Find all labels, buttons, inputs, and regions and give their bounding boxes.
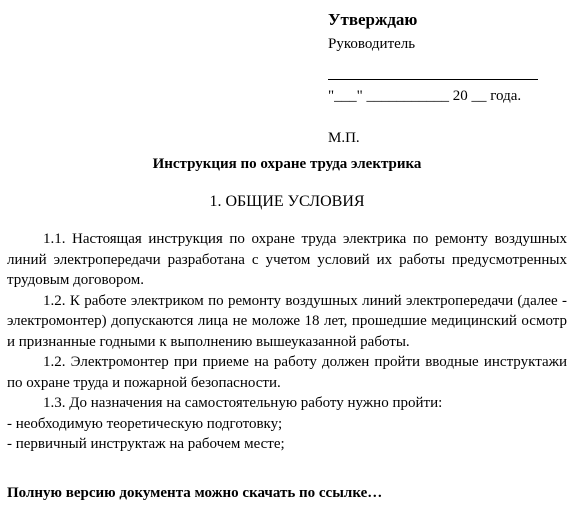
download-link[interactable]: Полную версию документа можно скачать по ссылке… bbox=[7, 485, 383, 501]
approval-block bbox=[328, 10, 548, 147]
approval-title: Утверждаю bbox=[328, 10, 418, 29]
paragraph-1-2b: 1.2. Электромонтер при приеме на работу должен пройти вводные инструктажи по охране труда и пожарной безопасности. bbox=[7, 354, 567, 391]
list-item: - первичный инструктаж на рабочем месте; bbox=[7, 436, 285, 452]
paragraph-1-3: 1.3. До назначения на самостоятельную работу нужно пройти: bbox=[43, 395, 443, 411]
paragraph-1-1: 1.1. Настоящая инструкция по охране труда электрика по ремонту воздушных линий электропередачи разработана с учетом условий их работы предусмотренных трудовым договором. bbox=[7, 231, 567, 288]
paragraph-1-2: 1.2. К работе электриком по ремонту воздушных линий электропередачи (далее - электромонтер) допускаются лица не моложе 18 лет, прошедшие медицинский осмотр и признанные годными к выполнению вышеуказанной работы. bbox=[7, 292, 567, 350]
list-item: - необходимую теоретическую подготовку; bbox=[7, 415, 283, 432]
section-title: 1. ОБЩИЕ УСЛОВИЯ bbox=[209, 193, 365, 210]
stamp-label: М.П. bbox=[328, 130, 360, 146]
document-title: Инструкция по охране труда электрика bbox=[152, 156, 422, 172]
document-body bbox=[7, 229, 567, 455]
date-line: "___" ___________ 20 __ года. bbox=[328, 88, 522, 104]
approval-role: Руководитель bbox=[328, 36, 416, 52]
signature-line bbox=[328, 69, 538, 80]
